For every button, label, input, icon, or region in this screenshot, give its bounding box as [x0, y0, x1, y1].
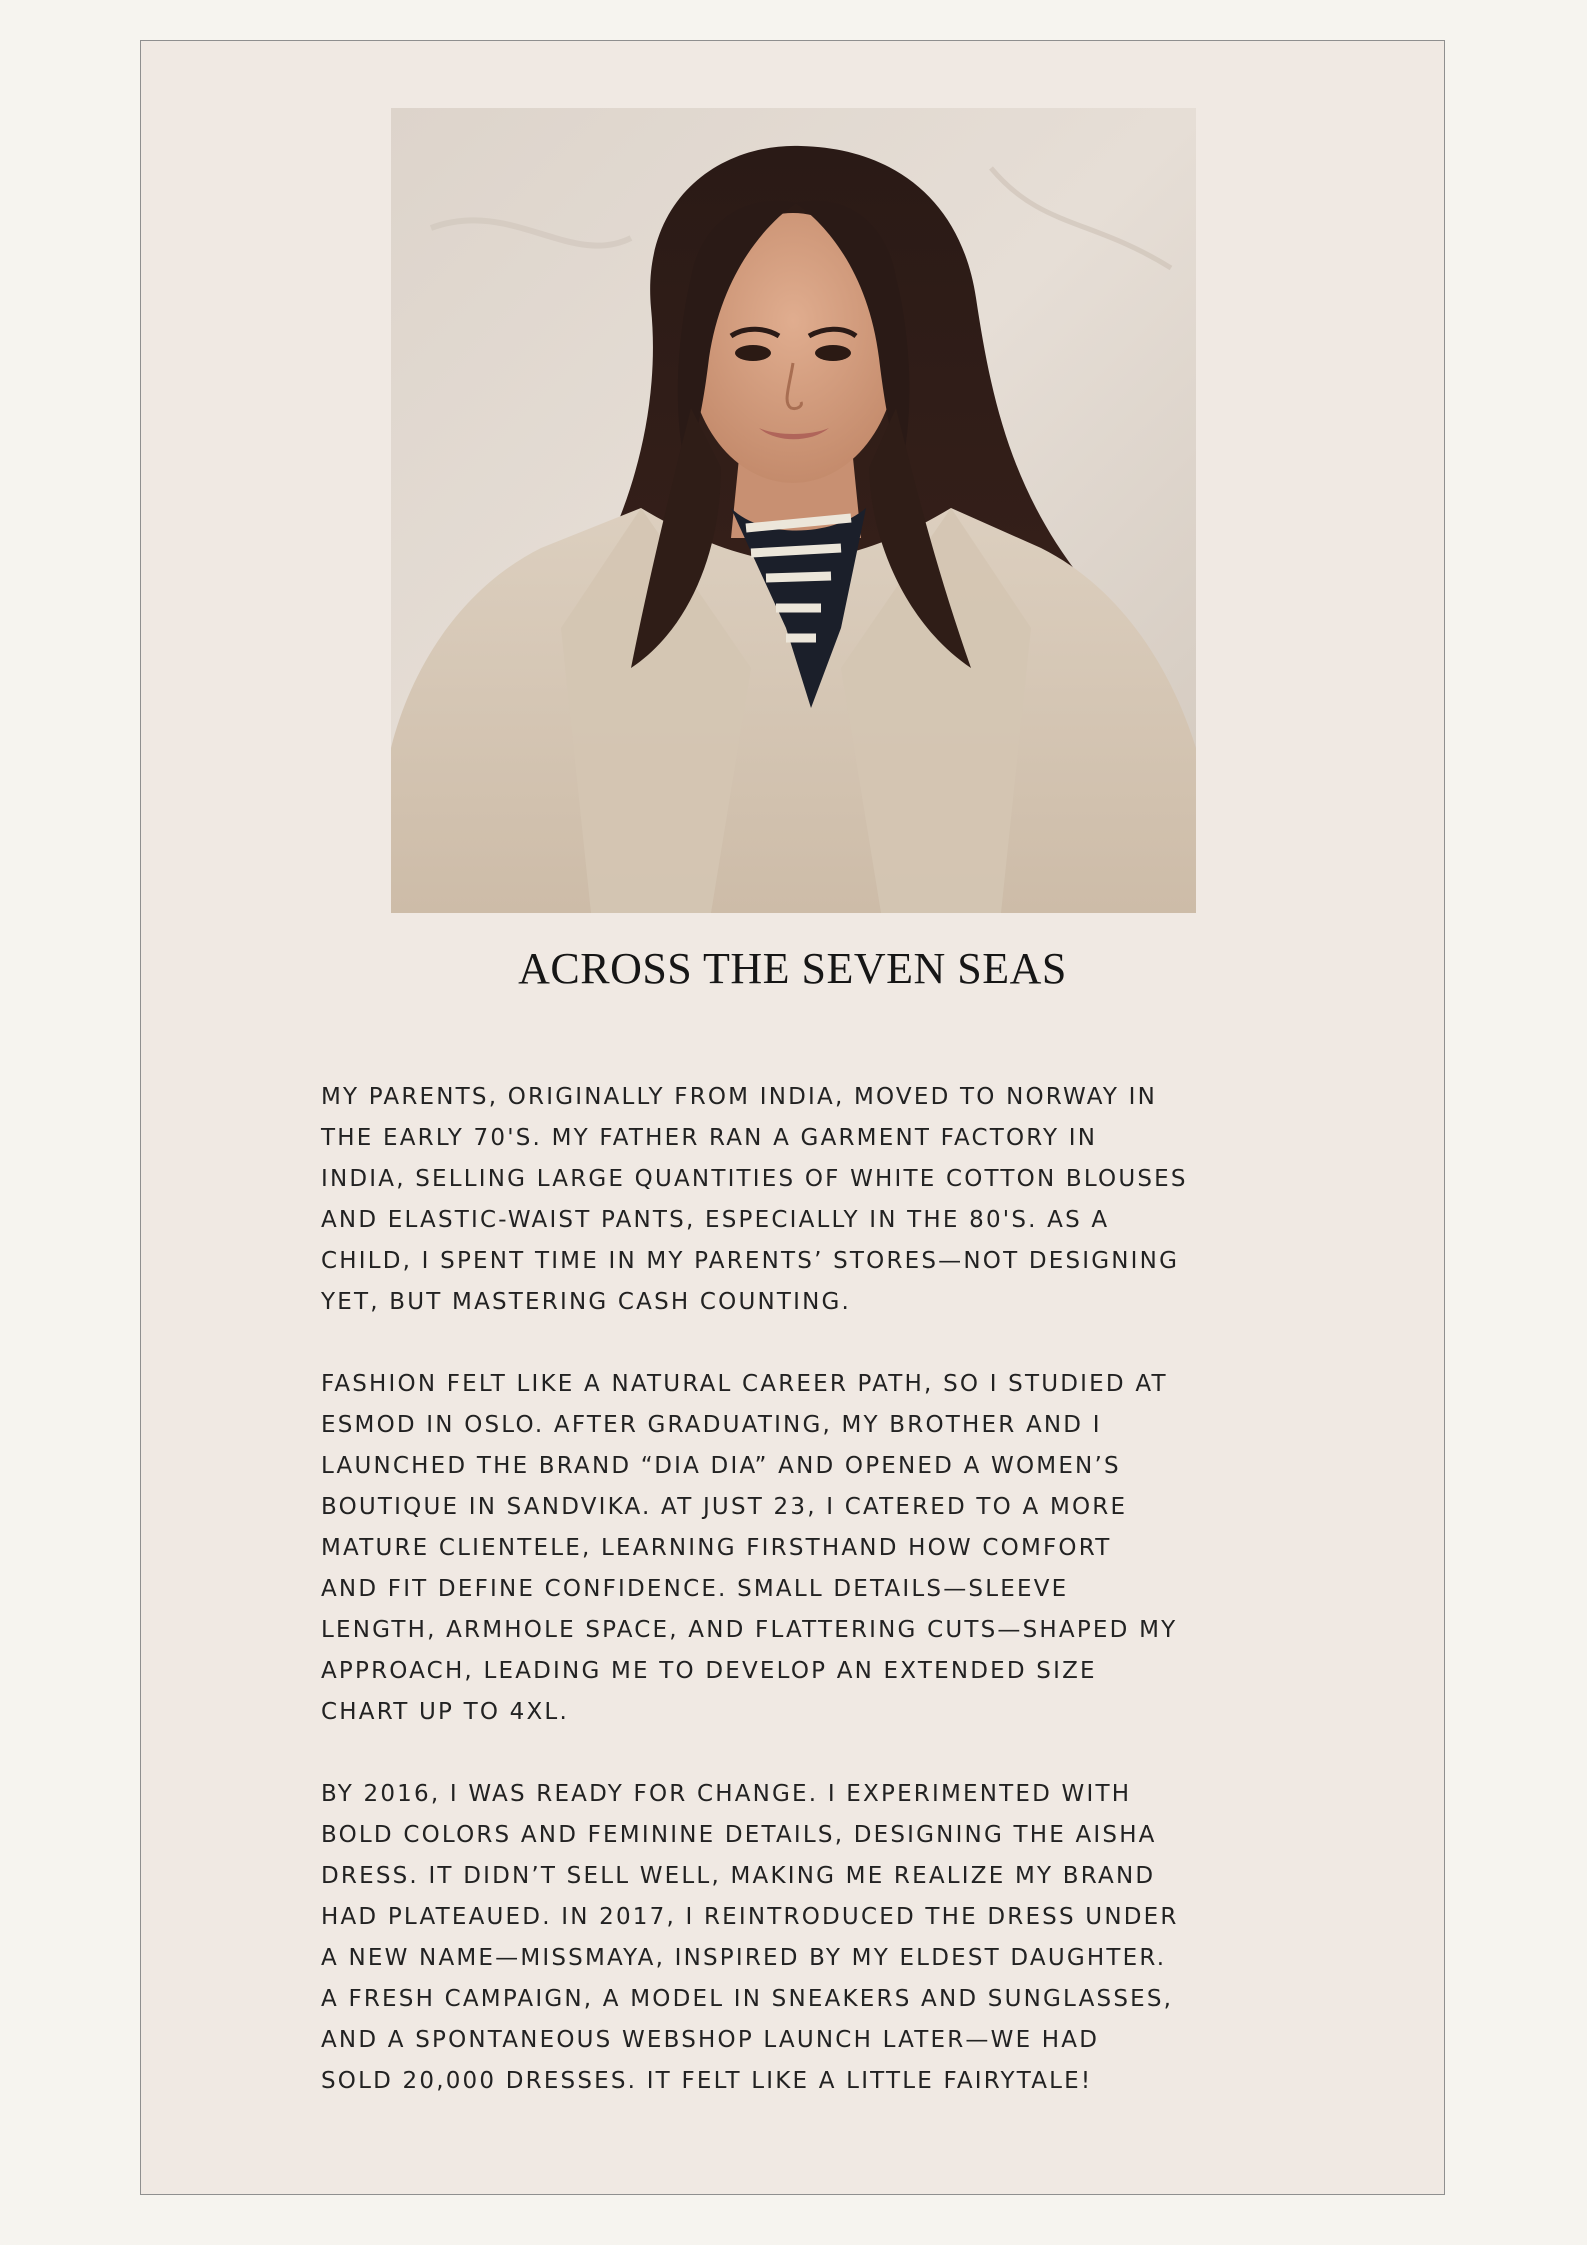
- portrait-photo: [391, 108, 1196, 913]
- paragraph-3: [321, 1774, 1301, 2102]
- content-card: [140, 40, 1445, 2195]
- text-line: FASHION FELT LIKE A NATURAL CAREER PATH, SO I STUDIED AT: [321, 1371, 1168, 1397]
- text-line: AND FIT DEFINE CONFIDENCE. SMALL DETAILS—SLEEVE: [321, 1576, 1069, 1602]
- text-line: ESMOD IN OSLO. AFTER GRADUATING, MY BROTHER AND I: [321, 1412, 1102, 1438]
- text-line: THE EARLY 70'S. MY FATHER RAN A GARMENT FACTORY IN: [321, 1125, 1098, 1151]
- text-line: SOLD 20,000 DRESSES. IT FELT LIKE A LITTLE FAIRYTALE!: [321, 2068, 1093, 2094]
- paragraph-2: [321, 1364, 1301, 1733]
- text-line: CHART UP TO 4XL.: [321, 1699, 569, 1725]
- text-line: LAUNCHED THE BRAND “DIA DIA” AND OPENED A WOMEN’S: [321, 1453, 1121, 1479]
- text-line: BOUTIQUE IN SANDVIKA. AT JUST 23, I CATERED TO A MORE: [321, 1494, 1128, 1520]
- article-body: [321, 1077, 1301, 2143]
- text-line: HAD PLATEAUED. IN 2017, I REINTRODUCED THE DRESS UNDER: [321, 1904, 1179, 1930]
- text-line: YET, BUT MASTERING CASH COUNTING.: [321, 1289, 852, 1315]
- text-line: LENGTH, ARMHOLE SPACE, AND FLATTERING CUTS—SHAPED MY: [321, 1617, 1178, 1643]
- text-line: APPROACH, LEADING ME TO DEVELOP AN EXTENDED SIZE: [321, 1658, 1097, 1684]
- page-title: ACROSS THE SEVEN SEAS: [518, 944, 1067, 993]
- text-line: MY PARENTS, ORIGINALLY FROM INDIA, MOVED TO NORWAY IN: [321, 1084, 1158, 1110]
- text-line: BY 2016, I WAS READY FOR CHANGE. I EXPERIMENTED WITH: [321, 1781, 1132, 1807]
- text-line: CHILD, I SPENT TIME IN MY PARENTS’ STORES—NOT DESIGNING: [321, 1248, 1180, 1274]
- text-line: BOLD COLORS AND FEMININE DETAILS, DESIGNING THE AISHA: [321, 1822, 1157, 1848]
- text-line: A NEW NAME—MISSMAYA, INSPIRED BY MY ELDEST DAUGHTER.: [321, 1945, 1167, 1971]
- text-line: DRESS. IT DIDN’T SELL WELL, MAKING ME REALIZE MY BRAND: [321, 1863, 1156, 1889]
- text-line: INDIA, SELLING LARGE QUANTITIES OF WHITE COTTON BLOUSES: [321, 1166, 1188, 1192]
- text-line: AND ELASTIC-WAIST PANTS, ESPECIALLY IN THE 80'S. AS A: [321, 1207, 1110, 1233]
- paragraph-1: [321, 1077, 1301, 1323]
- text-line: MATURE CLIENTELE, LEARNING FIRSTHAND HOW COMFORT: [321, 1535, 1112, 1561]
- text-line: A FRESH CAMPAIGN, A MODEL IN SNEAKERS AND SUNGLASSES,: [321, 1986, 1174, 2012]
- text-line: AND A SPONTANEOUS WEBSHOP LAUNCH LATER—WE HAD: [321, 2027, 1100, 2053]
- portrait-image: [391, 108, 1196, 913]
